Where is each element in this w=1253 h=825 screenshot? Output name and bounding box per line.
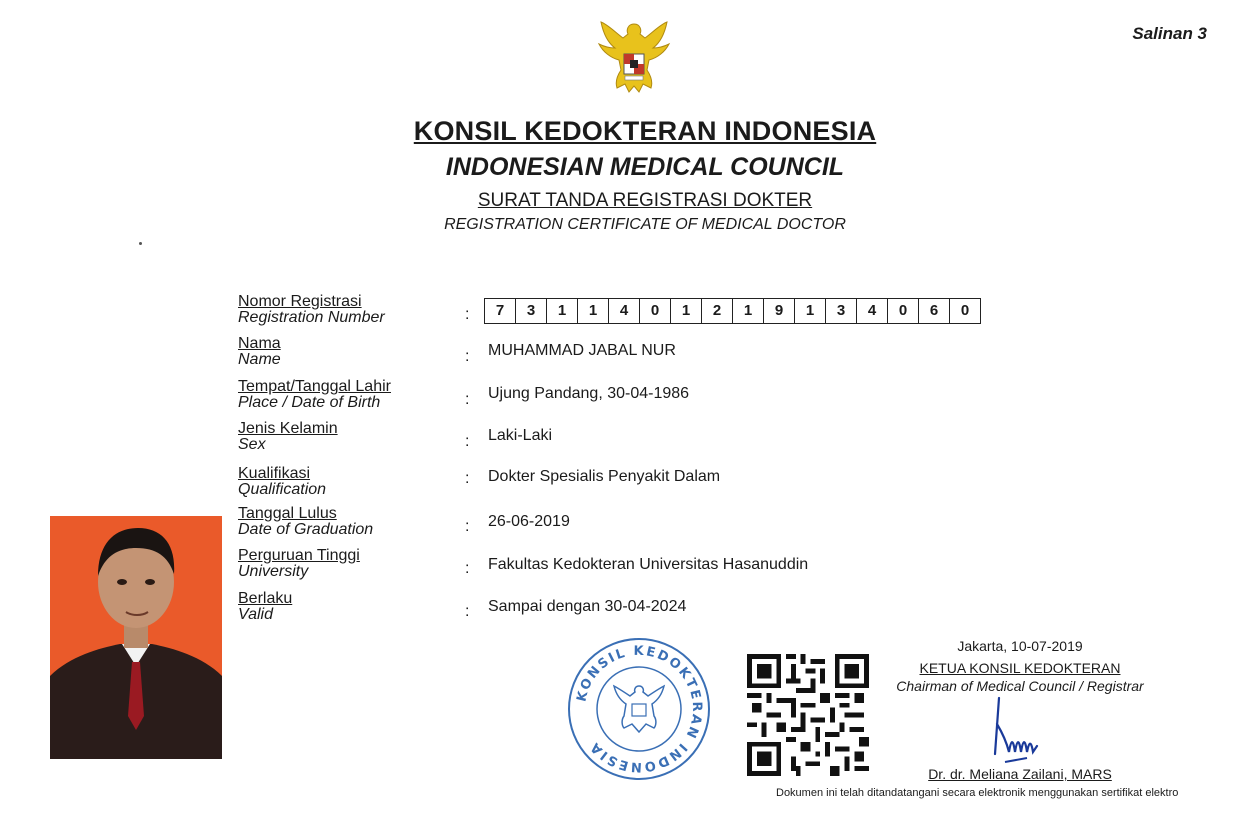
label-en: Date of Graduation (238, 521, 374, 538)
reg-digit: 1 (795, 299, 826, 323)
name-value: MUHAMMAD JABAL NUR (488, 342, 676, 359)
portrait-photo (50, 516, 222, 759)
reg-digit: 0 (960, 302, 970, 319)
colon: : (465, 560, 470, 577)
graduation-row (238, 506, 1138, 546)
colon: : (465, 470, 470, 487)
label-en: Place / Date of Birth (238, 394, 381, 411)
colon: : (465, 433, 470, 450)
reg-digit: 6 (919, 299, 950, 323)
signer-title: KETUA KONSIL KEDOKTERAN (919, 660, 1121, 676)
graduation-value: 26-06-2019 (488, 513, 570, 530)
colon: : (465, 391, 470, 408)
footer-note: Dokumen ini telah ditandatangani secara elektronik menggunakan sertifikat elektro (776, 787, 1179, 799)
garuda-emblem-icon (595, 18, 673, 98)
field-label (238, 506, 373, 538)
speck (139, 242, 142, 245)
birth-value: Ujung Pandang, 30-04-1986 (488, 385, 690, 402)
colon: : (465, 518, 470, 535)
field-label (238, 336, 281, 368)
reg-digit: 1 (733, 299, 764, 323)
field-label (238, 591, 292, 623)
sex-value: Laki-Laki (488, 427, 553, 444)
field-label (238, 379, 391, 411)
qr-code-icon (747, 654, 869, 776)
university-row (238, 548, 1138, 588)
council-title: KONSIL KEDOKTERAN INDONESIA (413, 116, 877, 146)
reg-digit: 0 (888, 299, 919, 323)
label-en: University (238, 563, 309, 580)
colon: : (465, 603, 470, 620)
label-en: Registration Number (238, 309, 385, 326)
qualification-value: Dokter Spesialis Penyakit Dalam (488, 468, 721, 485)
colon: : (465, 348, 470, 365)
label-id: Jenis Kelamin (238, 420, 338, 437)
certificate-title-en: REGISTRATION CERTIFICATE OF MEDICAL DOCTOR (444, 216, 846, 233)
reg-digit: 4 (857, 299, 888, 323)
registration-row (238, 294, 1138, 334)
label-id: Kualifikasi (238, 465, 311, 482)
birth-row (238, 379, 1138, 419)
reg-digit: 9 (764, 299, 795, 323)
label-en: Qualification (238, 481, 327, 498)
reg-digit: 3 (516, 299, 547, 323)
reg-digit: 7 (485, 299, 516, 323)
label-id: Nama (238, 335, 281, 352)
signer-name: Dr. dr. Meliana Zailani, MARS (928, 766, 1112, 782)
field-label (238, 421, 338, 453)
sex-row (238, 421, 1138, 461)
council-stamp-icon (566, 636, 712, 782)
stamp-text: KONSIL KEDOKTERAN INDONESIA (574, 643, 705, 775)
reg-digit: 1 (671, 299, 702, 323)
qualification-row (238, 466, 1138, 506)
valid-row (238, 591, 1138, 631)
copy-label: Salinan 3 (1132, 24, 1207, 43)
svg-text:KONSIL KEDOKTERAN INDONESIA (574, 644, 704, 774)
reg-digit: 0 (640, 299, 671, 323)
sign-place-date: Jakarta, 10-07-2019 (957, 638, 1083, 654)
label-id: Perguruan Tinggi (238, 547, 360, 564)
label-id: Tempat/Tanggal Lahir (238, 378, 391, 395)
label-id: Berlaku (238, 590, 293, 607)
name-row (238, 336, 1138, 376)
registration-number-boxes (484, 298, 981, 324)
field-label (238, 466, 326, 498)
colon: : (465, 306, 470, 323)
registration-label (238, 294, 385, 326)
reg-digit: 2 (702, 299, 733, 323)
label-id: Tanggal Lulus (238, 505, 337, 522)
reg-digit: 1 (578, 299, 609, 323)
field-label (238, 548, 360, 580)
label-en: Sex (238, 436, 266, 453)
university-value: Fakultas Kedokteran Universitas Hasanuddin (488, 556, 809, 573)
label-en: Valid (238, 606, 273, 623)
valid-value: Sampai dengan 30-04-2024 (488, 598, 687, 615)
council-title-en: INDONESIAN MEDICAL COUNCIL (445, 153, 845, 181)
signature-icon (985, 694, 1055, 764)
reg-digit: 4 (609, 299, 640, 323)
certificate-title: SURAT TANDA REGISTRASI DOKTER (477, 190, 813, 211)
reg-digit: 3 (826, 299, 857, 323)
reg-digit: 1 (547, 299, 578, 323)
signer-role: Chairman of Medical Council / Registrar (896, 678, 1144, 694)
label-en: Name (238, 351, 281, 368)
label-id: Nomor Registrasi (238, 293, 362, 310)
